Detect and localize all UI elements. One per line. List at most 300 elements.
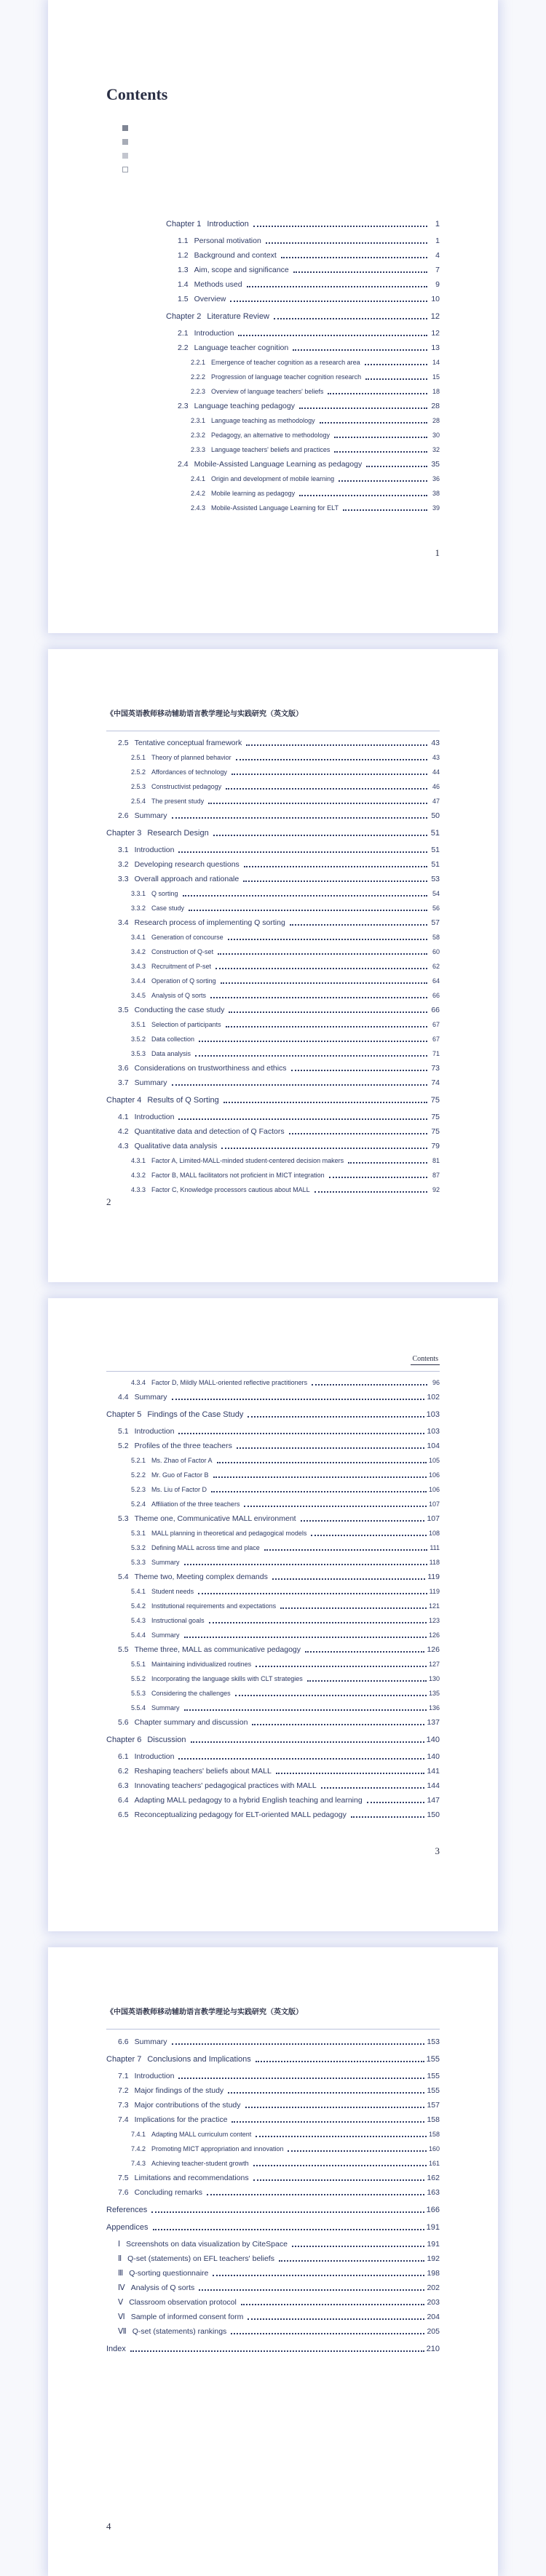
toc-entry-title: Overview of language teachers' beliefs (211, 388, 324, 395)
dot-leader (305, 1651, 424, 1653)
header-rule (106, 1371, 440, 1372)
toc-entry (166, 429, 440, 442)
dot-leader (189, 910, 427, 911)
toc-entry-page: 47 (432, 798, 440, 805)
toc-entry (106, 1094, 440, 1107)
toc-entry-title: Research Design (147, 829, 209, 838)
toc-entry-title: Generation of concourse (151, 934, 223, 941)
toc-entry (106, 1571, 440, 1583)
toc-entry-number: 5.3.1 (131, 1530, 146, 1537)
dot-leader (207, 2194, 424, 2195)
toc-entry-page: 56 (432, 905, 440, 912)
dot-leader (213, 835, 427, 836)
dot-leader (256, 1666, 427, 1667)
dot-leader (172, 817, 427, 819)
toc-entry-number: 3.2 (118, 860, 129, 869)
dot-leader (231, 2333, 424, 2334)
toc-entry-number: 2.3.3 (191, 446, 206, 453)
toc-entry (106, 1484, 440, 1496)
toc-entry-title: Limitations and recommendations (134, 2174, 249, 2182)
toc-entry-title: Considerations on trustworthiness and ethics (134, 1064, 287, 1073)
toc-entry (106, 1780, 440, 1792)
toc-entry-page: 96 (432, 1379, 440, 1386)
toc-entry (106, 1440, 440, 1452)
toc-entry-page: 75 (430, 1096, 440, 1105)
toc-entry-number: 5.5.1 (131, 1661, 146, 1668)
toc-entry (166, 342, 440, 354)
toc-entry-page: 35 (431, 460, 440, 469)
toc-entry-title: Introduction (134, 1752, 175, 1761)
toc-entry-title: Conclusions and Implications (147, 2055, 251, 2064)
dot-leader (272, 1578, 425, 1580)
toc-entry (106, 1586, 440, 1598)
toc-entry-number: 1.3 (178, 266, 189, 274)
toc-entry-title: Ms. Zhao of Factor A (151, 1457, 213, 1464)
toc-entry-number: 7.4.1 (131, 2131, 146, 2138)
toc-entry-title: Index (106, 2345, 126, 2353)
toc-entry-number: 7.2 (118, 2086, 129, 2095)
toc-entry (106, 1673, 440, 1685)
toc-entry-page: 75 (431, 1127, 440, 1136)
dot-leader (236, 759, 427, 760)
dot-leader (245, 2107, 425, 2108)
dot-leader (178, 1118, 427, 1120)
toc-entry-number: 3.4.5 (131, 992, 146, 999)
toc-entry-title: Language teaching as methodology (211, 417, 315, 424)
toc-entry-page: 121 (428, 1602, 440, 1610)
toc-entry (106, 2085, 440, 2097)
toc-entry-title: Theme three, MALL as communicative pedagogy (134, 1645, 301, 1654)
toc-entry (106, 873, 440, 886)
toc-entry-title: Case study (151, 905, 185, 912)
dot-leader (288, 2150, 427, 2152)
toc-entry-number: 5.1 (118, 1427, 129, 1436)
toc-entry (106, 1140, 440, 1153)
dot-leader (238, 335, 427, 336)
toc-entry (106, 1557, 440, 1569)
toc-entry-page: 118 (429, 1559, 440, 1566)
toc-entry-title: Introduction (207, 220, 249, 228)
toc-entry-title: Reshaping teachers' beliefs about MALL (134, 1767, 272, 1776)
toc-entry-number: 4.3.3 (131, 1186, 146, 1193)
toc-entry-number: Chapter 1 (166, 220, 202, 228)
toc-entry-title: Mr. Guo of Factor B (151, 1471, 209, 1479)
toc-entry (106, 2326, 440, 2338)
dot-leader (209, 1622, 427, 1623)
dot-leader (210, 997, 427, 998)
toc-entry-title: Factor A, Limited-MALL-minded student-centered decision makers (151, 1157, 344, 1164)
toc-entry (106, 2297, 440, 2309)
dot-leader (247, 286, 427, 287)
toc-entry (106, 859, 440, 871)
toc-entry (106, 1033, 440, 1046)
dot-leader (253, 2165, 427, 2166)
dot-leader (172, 1084, 427, 1086)
toc-entry-number: 3.3 (118, 875, 129, 883)
toc-entry (166, 488, 440, 500)
toc-entry-title: Findings of the Case Study (147, 1410, 244, 1419)
dot-leader (351, 1816, 425, 1818)
toc-entry-number: 2.5.1 (131, 754, 146, 761)
dot-leader (348, 1162, 427, 1164)
toc-entry-number: 5.2.1 (131, 1457, 146, 1464)
toc-entry-page: 51 (431, 846, 440, 854)
toc-entry-title: Background and context (194, 251, 277, 260)
toc-entry (166, 250, 440, 262)
toc-entry-page: 198 (427, 2269, 440, 2278)
toc-entry (106, 1734, 440, 1746)
dot-leader (292, 2246, 425, 2247)
toc-entry (106, 1513, 440, 1525)
toc-entry-number: 2.3 (178, 402, 189, 410)
toc-entry-title: Implications for the practice (134, 2115, 228, 2124)
toc-entry-number: Chapter 3 (106, 829, 142, 838)
book-header: 《中国英语教师移动辅助语言教学理论与实践研究（英文版） (106, 710, 303, 718)
toc-entry-page: 12 (431, 329, 440, 338)
dot-leader (172, 2043, 425, 2045)
toc-entry-title: Results of Q Sorting (147, 1096, 219, 1105)
toc-entry-title: Introduction (134, 2072, 175, 2080)
toc-entry-title: Screenshots on data visualization by CiteSpace (126, 2240, 288, 2249)
toc-entry-number: 4.3.4 (131, 1379, 146, 1386)
toc-entry-page: 191 (427, 2240, 440, 2249)
toc-entry (106, 2267, 440, 2280)
dot-leader (215, 968, 427, 969)
page-number: 2 (106, 1196, 111, 1207)
dot-leader (290, 924, 427, 926)
toc-entry-number: 4.3.1 (131, 1157, 146, 1164)
dot-leader (232, 2121, 424, 2123)
toc-entry-title: Student needs (151, 1588, 194, 1595)
toc-entry-number: Ⅲ (118, 2269, 124, 2278)
toc-entry-title: Emergence of teacher cognition as a research area (211, 359, 360, 366)
toc-entry-title: Factor D, Mildly MALL-oriented reflective practitioners (151, 1379, 308, 1386)
toc-entry-page: 66 (432, 992, 440, 999)
toc-entry-title: Discussion (147, 1736, 186, 1744)
toc-entry-page: 7 (435, 266, 440, 274)
toc-entry-page: 53 (431, 875, 440, 883)
dot-leader (266, 242, 427, 244)
toc-entry (106, 1527, 440, 1540)
dot-leader (195, 1055, 427, 1057)
dot-leader (301, 1520, 425, 1522)
toc-list (106, 2036, 440, 2360)
toc-entry-title: Introduction (134, 846, 175, 854)
dot-leader (172, 1399, 425, 1400)
dot-leader (208, 803, 427, 804)
toc-entry-number: 1.5 (178, 295, 189, 303)
dot-leader (178, 2078, 424, 2079)
toc-entry-title: Methods used (194, 280, 242, 289)
toc-entry-number: Chapter 6 (106, 1736, 142, 1744)
toc-entry (106, 1019, 440, 1031)
toc-entry-number: 5.2.4 (131, 1500, 146, 1508)
dot-leader (153, 2229, 424, 2230)
toc-entry (106, 1409, 440, 1421)
toc-entry-page: 107 (427, 1514, 440, 1523)
dot-leader (276, 1773, 425, 1774)
toc-entry (106, 1702, 440, 1714)
toc-entry-title: Affordances of technology (151, 768, 227, 776)
toc-entry-page: 106 (428, 1486, 440, 1493)
dot-leader (248, 2318, 424, 2320)
contents-title: Contents (106, 85, 168, 103)
toc-entry (106, 1542, 440, 1554)
toc-entry-title: Conducting the case study (134, 1006, 225, 1014)
toc-entry-page: 87 (432, 1172, 440, 1179)
toc-entry-title: Mobile-Assisted Language Learning for ELT (211, 504, 339, 512)
toc-entry-title: Institutional requirements and expectations (151, 1602, 277, 1610)
toc-entry-title: Major contributions of the study (134, 2101, 241, 2110)
toc-entry (106, 1794, 440, 1807)
toc-entry-page: 43 (432, 754, 440, 761)
toc-entry-number: 3.5.1 (131, 1021, 146, 1028)
toc-entry-title: Introduction (134, 1427, 175, 1436)
toc-entry (106, 990, 440, 1002)
toc-entry-page: 191 (426, 2223, 440, 2232)
toc-entry-number: 5.4.2 (131, 1602, 146, 1610)
toc-entry-number: 2.2.2 (191, 373, 206, 381)
toc-entry (106, 1751, 440, 1763)
toc-entry (166, 444, 440, 456)
toc-entry-title: Personal motivation (194, 236, 261, 245)
dot-leader (264, 1549, 427, 1551)
dot-leader (184, 1564, 427, 1565)
dot-leader (235, 1695, 427, 1696)
toc-entry-page: 66 (431, 1006, 440, 1014)
toc-entry-title: Analysis of Q sorts (151, 992, 207, 999)
dot-leader (246, 744, 427, 746)
toc-entry-number: 5.4 (118, 1573, 129, 1581)
toc-entry-page: 15 (432, 373, 440, 381)
dot-leader (291, 1070, 427, 1071)
dot-leader (311, 1535, 427, 1536)
dot-leader (199, 1041, 427, 1042)
toc-entry-page: 126 (428, 1631, 440, 1639)
dot-leader (217, 1462, 427, 1463)
toc-entry-title: Theme two, Meeting complex demands (134, 1573, 268, 1581)
toc-entry-title: Classroom observation protocol (129, 2298, 237, 2307)
toc-entry-title: Qualitative data analysis (134, 1142, 218, 1150)
toc-entry-page: 192 (427, 2254, 440, 2263)
toc-entry (106, 1062, 440, 1075)
toc-entry-title: Profiles of the three teachers (134, 1442, 232, 1450)
toc-entry-page: 140 (427, 1752, 440, 1761)
toc-entry-number: 4.4 (118, 1393, 129, 1402)
toc-entry-page: 140 (426, 1736, 440, 1744)
toc-entry-number: 6.5 (118, 1810, 129, 1819)
toc-entry (106, 2128, 440, 2141)
toc-entry-title: Q-set (statements) on EFL teachers' beliefs (127, 2254, 274, 2263)
toc-entry-number: 5.6 (118, 1718, 129, 1727)
toc-entry-title: Summary (134, 1393, 167, 1402)
toc-entry-page: 155 (427, 2086, 440, 2095)
toc-entry-page: 81 (432, 1157, 440, 1164)
toc-entry-number: 2.3.2 (191, 432, 206, 439)
dot-leader (312, 1384, 427, 1386)
toc-entry-title: Pedagogy, an alternative to methodology (211, 432, 330, 439)
toc-entry-page: 46 (432, 783, 440, 790)
dot-leader (367, 1802, 425, 1803)
dot-leader (334, 451, 427, 453)
toc-entry-number: 3.4 (118, 918, 129, 927)
toc-entry-page: 73 (431, 1064, 440, 1073)
toc-entry-number: 6.2 (118, 1767, 129, 1776)
toc-entry-title: Chapter summary and discussion (134, 1718, 248, 1727)
page-number: 1 (435, 547, 440, 558)
toc-entry-number: 2.1 (178, 329, 189, 338)
toc-entry-number: 5.4.3 (131, 1617, 146, 1624)
toc-entry-title: Operation of Q sorting (151, 977, 216, 985)
toc-entry-page: 13 (431, 343, 440, 352)
dot-leader (299, 408, 427, 409)
toc-entry-number: 2.2 (178, 343, 189, 352)
toc-entry (106, 2204, 440, 2217)
toc-entry-number: 3.3.2 (131, 905, 146, 912)
toc-entry (106, 902, 440, 915)
toc-entry-number: 2.5 (118, 739, 129, 747)
dot-leader (221, 1148, 427, 1149)
dot-leader (241, 2304, 425, 2305)
toc-entry-title: Maintaining individualized routines (151, 1661, 252, 1668)
toc-entry-page: 10 (431, 295, 440, 303)
dot-leader (248, 1416, 424, 1418)
toc-entry-title: Construction of Q-set (151, 948, 214, 955)
toc-entry-title: Constructivist pedagogy (151, 783, 222, 790)
toc-entry (106, 827, 440, 840)
toc-entry-title: References (106, 2206, 148, 2214)
toc-entry-number: 2.5.3 (131, 783, 146, 790)
dot-leader (184, 1709, 427, 1711)
toc-entry-page: 204 (427, 2313, 440, 2321)
toc-entry-page: 44 (432, 768, 440, 776)
contents-page-3 (48, 1298, 498, 1931)
toc-entry-page: 205 (427, 2327, 440, 2336)
toc-entry-number: 2.2.3 (191, 388, 206, 395)
toc-entry (166, 311, 440, 323)
toc-entry-page: 136 (428, 1704, 440, 1712)
toc-entry-page: 119 (427, 1573, 440, 1581)
toc-entry-title: Instructional goals (151, 1617, 205, 1624)
dot-leader (299, 495, 427, 496)
toc-entry (166, 327, 440, 340)
toc-entry-page: 202 (427, 2283, 440, 2292)
dot-leader (178, 1758, 424, 1760)
toc-entry (106, 2282, 440, 2294)
toc-entry-number: 1.2 (178, 251, 189, 260)
toc-entry-title: Research process of implementing Q sorting (134, 918, 285, 927)
toc-entry-title: MALL planning in theoretical and pedagogical models (151, 1530, 307, 1537)
toc-entry-number: 3.1 (118, 846, 129, 854)
dot-leader (226, 1026, 427, 1027)
toc-entry-page: 32 (432, 446, 440, 453)
dot-leader (289, 1133, 427, 1134)
toc-entry (106, 1615, 440, 1627)
toc-entry (166, 415, 440, 427)
toc-entry-number: 7.4.3 (131, 2160, 146, 2167)
toc-entry-page: 103 (427, 1427, 440, 1436)
toc-entry-number: 5.2.3 (131, 1486, 146, 1493)
toc-entry-page: 28 (432, 417, 440, 424)
toc-entry-title: Appendices (106, 2223, 149, 2232)
toc-entry-page: 157 (427, 2101, 440, 2110)
toc-entry-number: 1.1 (178, 236, 189, 245)
dot-leader (328, 393, 427, 394)
toc-entry-title: Tentative conceptual framework (134, 739, 242, 747)
toc-entry-number: 2.5.2 (131, 768, 146, 776)
toc-entry (106, 1455, 440, 1467)
toc-entry-number: 3.5.3 (131, 1050, 146, 1057)
dot-leader (229, 1011, 427, 1013)
toc-entry-title: Introduction (194, 329, 234, 338)
toc-entry (106, 1111, 440, 1124)
toc-entry (106, 781, 440, 793)
toc-entry-page: 141 (427, 1767, 440, 1776)
toc-entry (106, 2238, 440, 2251)
toc-entry (166, 502, 440, 514)
toc-entry (106, 946, 440, 958)
toc-entry-number: 5.4.1 (131, 1588, 146, 1595)
toc-entry-page: 137 (427, 1718, 440, 1727)
toc-entry-number: 7.4 (118, 2115, 129, 2124)
toc-entry (106, 2143, 440, 2155)
toc-entry-title: Ms. Liu of Factor D (151, 1486, 207, 1493)
toc-entry-page: 119 (429, 1588, 440, 1595)
toc-entry-title: Overall approach and rationale (134, 875, 240, 883)
dot-leader (365, 378, 427, 380)
dot-leader (274, 318, 427, 319)
toc-entry (106, 844, 440, 856)
toc-entry (106, 975, 440, 987)
toc-entry-number: 3.4.4 (131, 977, 146, 985)
toc-entry (106, 1426, 440, 1438)
toc-entry-number: 2.4.2 (191, 490, 206, 497)
toc-entry-page: 155 (426, 2055, 440, 2064)
toc-entry-page: 39 (432, 504, 440, 512)
dot-leader (253, 226, 427, 227)
toc-entry-page: 147 (427, 1796, 440, 1805)
toc-entry-number: 7.1 (118, 2072, 129, 2080)
toc-entry-page: 67 (432, 1021, 440, 1028)
dot-leader (237, 1447, 425, 1449)
toc-entry-page: 203 (427, 2298, 440, 2307)
toc-entry-number: 5.4.4 (131, 1631, 146, 1639)
toc-entry (106, 2070, 440, 2083)
toc-entry-title: Defining MALL across time and place (151, 1544, 260, 1551)
toc-entry (106, 1004, 440, 1017)
dot-leader (232, 774, 427, 775)
decorative-squares (122, 125, 128, 180)
header-rule (106, 2029, 440, 2030)
toc-entry-page: 51 (431, 860, 440, 869)
toc-entry-number: 2.5.4 (131, 798, 146, 805)
toc-entry (106, 1498, 440, 1511)
toc-entry-title: Promoting MICT appropriation and innovation (151, 2145, 284, 2152)
toc-entry-title: Data analysis (151, 1050, 191, 1057)
toc-entry-page: 105 (428, 1457, 440, 1464)
toc-entry-title: Q sorting (151, 890, 178, 897)
toc-entry-number: 2.2.1 (191, 359, 206, 366)
book-header: 《中国英语教师移动辅助语言教学理论与实践研究（英文版） (106, 2008, 303, 2016)
dot-leader (191, 1741, 424, 1743)
toc-list (106, 1377, 440, 1824)
toc-entry (106, 2343, 440, 2356)
toc-entry-title: Analysis of Q sorts (130, 2283, 195, 2292)
toc-entry-number: 1.4 (178, 280, 189, 289)
toc-entry (106, 2036, 440, 2048)
toc-entry-page: 28 (431, 402, 440, 410)
toc-entry (166, 293, 440, 306)
